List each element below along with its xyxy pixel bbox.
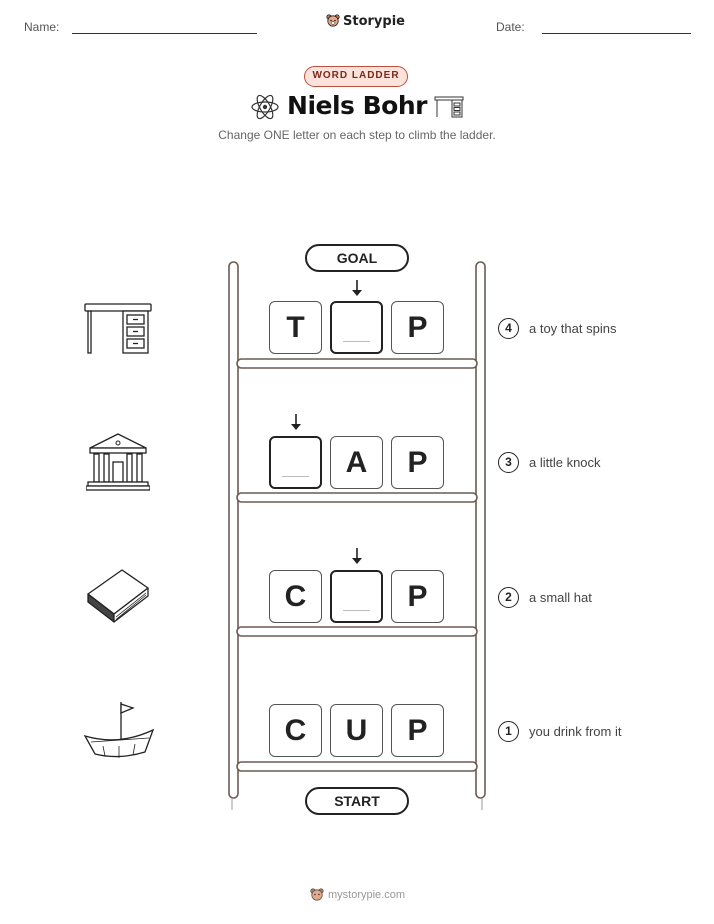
book-icon	[84, 566, 152, 626]
letter-tile: C	[269, 570, 322, 623]
letter-tile: P	[391, 436, 444, 489]
letter-tile: P	[391, 704, 444, 757]
brand-name: Storypie	[343, 13, 405, 29]
footer	[310, 887, 405, 903]
blank-letter-input[interactable]	[330, 301, 383, 354]
step-number: 1	[498, 721, 519, 742]
clue-text: a toy that spins	[529, 321, 617, 336]
letter-tile: C	[269, 704, 322, 757]
arrow-down-icon	[350, 280, 364, 297]
arrow-down-icon	[350, 548, 364, 565]
step-number: 2	[498, 587, 519, 608]
clue-text: you drink from it	[529, 724, 622, 739]
clue-text: a small hat	[529, 590, 592, 605]
page-title: Niels Bohr	[287, 91, 427, 120]
word-ladder-badge: WORD LADDER	[304, 66, 408, 87]
start-label: START	[305, 787, 409, 815]
letter-tile: P	[391, 570, 444, 623]
desk-icon	[83, 300, 153, 356]
step-number: 4	[498, 318, 519, 339]
step-number: 3	[498, 452, 519, 473]
museum-building-icon	[86, 432, 150, 492]
letter-tile: T	[269, 301, 322, 354]
letter-tile: A	[330, 436, 383, 489]
arrow-down-icon	[289, 414, 303, 431]
blank-letter-input[interactable]	[330, 570, 383, 623]
letter-tile: U	[330, 704, 383, 757]
sailboat-icon	[83, 700, 155, 762]
instructions: Change ONE letter on each step to climb the ladder.	[218, 128, 496, 142]
name-label: Name:	[24, 20, 60, 34]
blank-letter-input[interactable]	[269, 436, 322, 489]
clue-text: a little knock	[529, 455, 601, 470]
bear-logo-icon	[310, 887, 324, 903]
date-label: Date:	[496, 20, 525, 34]
letter-tile: P	[391, 301, 444, 354]
goal-label: GOAL	[305, 244, 409, 272]
footer-url[interactable]: mystorypie.com	[328, 889, 406, 901]
